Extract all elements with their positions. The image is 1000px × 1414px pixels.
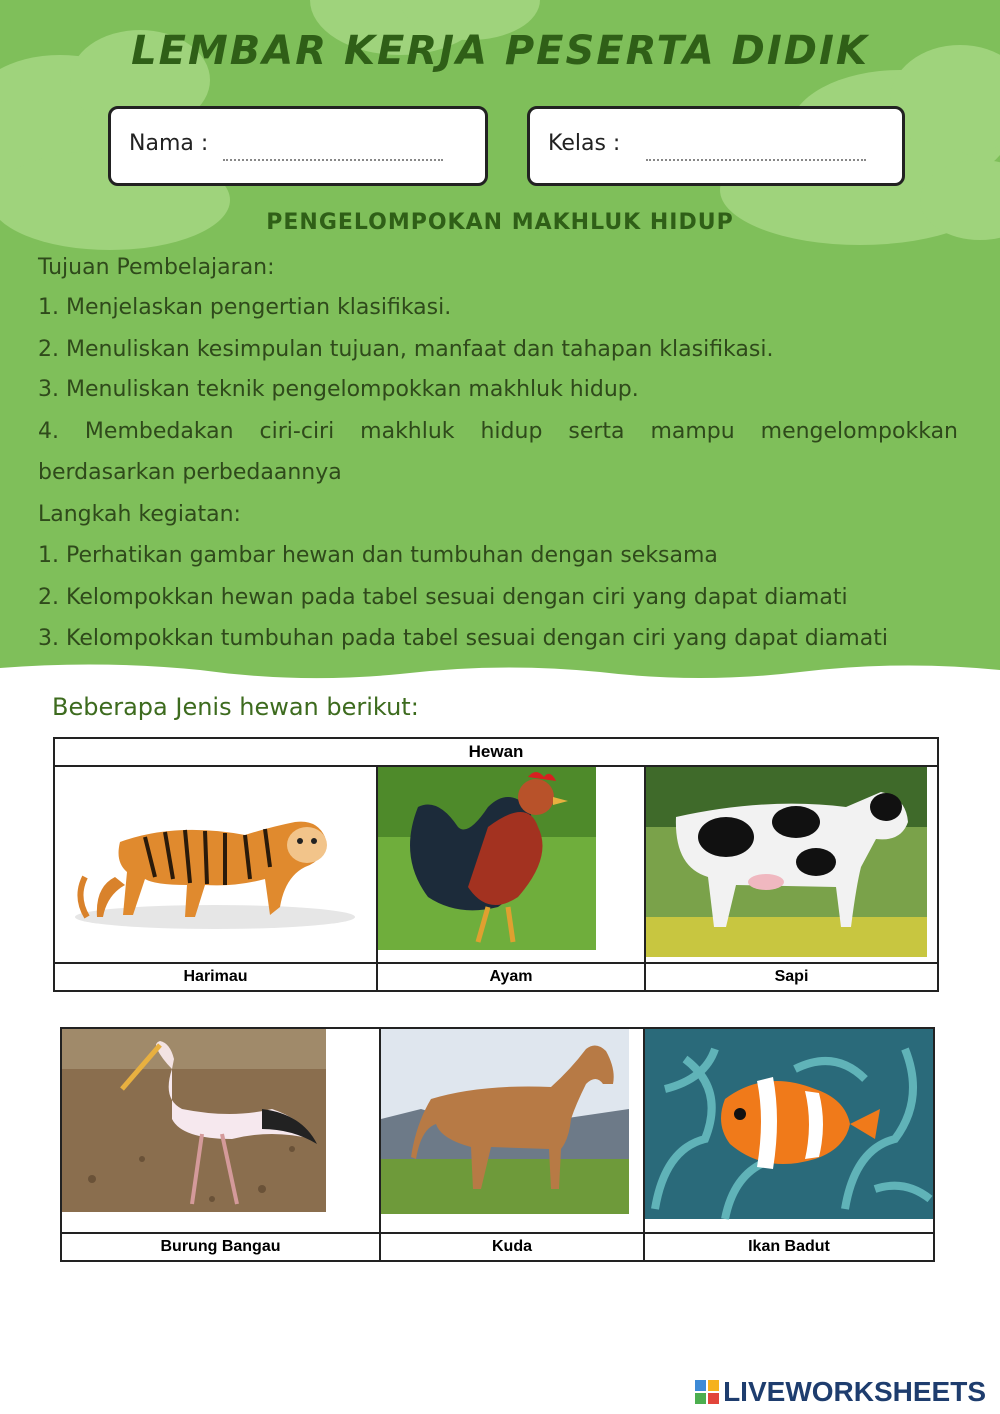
langkah-item-1: 1. Perhatikan gambar hewan dan tumbuhan dengan seksama: [38, 543, 718, 568]
harimau-image: [54, 766, 377, 963]
langkah-heading: Langkah kegiatan:: [38, 502, 241, 527]
nama-dotted-line: [223, 159, 443, 161]
caption-ikan-badut: Ikan Badut: [644, 1233, 934, 1261]
langkah-item-2: 2. Kelompokkan hewan pada tabel sesuai dengan ciri yang dapat diamati: [38, 585, 848, 610]
caption-burung-bangau: Burung Bangau: [61, 1233, 380, 1261]
tujuan-item-4-cont: berdasarkan perbedaannya: [38, 460, 342, 485]
tujuan-item-1: 1. Menjelaskan pengertian klasifikasi.: [38, 295, 452, 320]
liveworksheets-logo[interactable]: [695, 1376, 986, 1408]
ikan-badut-image: [644, 1028, 934, 1233]
nama-label: Nama :: [129, 131, 209, 156]
nama-field[interactable]: [108, 106, 488, 186]
table-header-hewan: Hewan: [54, 738, 938, 766]
animal-table-2: [60, 1027, 935, 1262]
tujuan-item-3: 3. Menuliskan teknik pengelompokkan makhluk hidup.: [38, 377, 639, 402]
burung-bangau-image: [61, 1028, 380, 1233]
logo-text: LIVEWORKSHEETS: [723, 1376, 986, 1407]
tujuan-heading: Tujuan Pembelajaran:: [38, 255, 275, 280]
ayam-image: [377, 766, 645, 963]
animal-table-1: [53, 737, 939, 992]
kelas-field[interactable]: [527, 106, 905, 186]
caption-sapi: Sapi: [645, 963, 938, 991]
page-title: LEMBAR KERJA PESERTA DIDIK: [131, 28, 869, 74]
kelas-dotted-line: [646, 159, 866, 161]
caption-kuda: Kuda: [380, 1233, 644, 1261]
liveworksheets-logo-icon: [695, 1380, 719, 1404]
sapi-image: [645, 766, 938, 963]
tujuan-item-2: 2. Menuliskan kesimpulan tujuan, manfaat dan tahapan klasifikasi.: [38, 337, 774, 362]
caption-ayam: Ayam: [377, 963, 645, 991]
kelas-label: Kelas :: [548, 131, 621, 156]
section-label: Beberapa Jenis hewan berikut:: [52, 693, 419, 721]
kuda-image: [380, 1028, 644, 1233]
caption-harimau: Harimau: [54, 963, 377, 991]
subtitle: PENGELOMPOKAN MAKHLUK HIDUP: [266, 210, 734, 235]
langkah-item-3: 3. Kelompokkan tumbuhan pada tabel sesuai dengan ciri yang dapat diamati: [38, 626, 888, 651]
tujuan-item-4: 4. Membedakan ciri-ciri makhluk hidup serta mampu mengelompokkan: [38, 419, 958, 444]
